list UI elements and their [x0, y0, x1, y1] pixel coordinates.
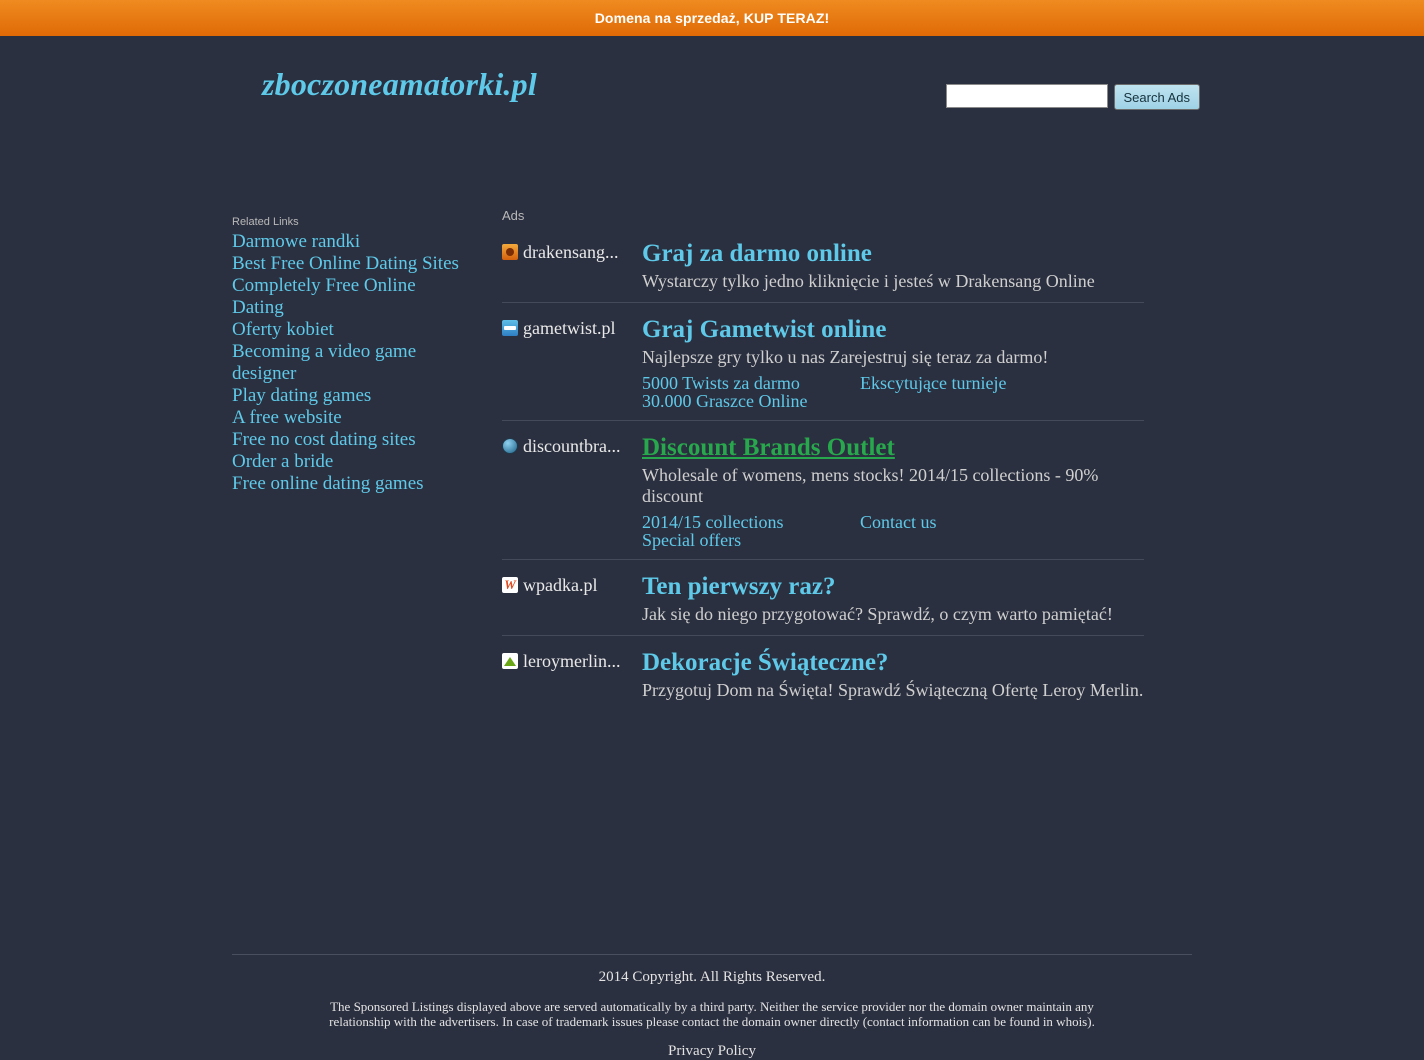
ad-sublink[interactable]: 30.000 Graszce Online — [642, 391, 808, 411]
leroymerlin-favicon-icon — [502, 653, 518, 669]
ad-domain: discountbra... — [523, 436, 621, 456]
ad-source — [502, 315, 642, 410]
domain-for-sale-banner[interactable] — [0, 0, 1424, 36]
search-input[interactable] — [946, 84, 1108, 108]
related-links-panel — [232, 216, 470, 495]
wpadka-favicon-icon: W — [502, 577, 518, 593]
related-link-4[interactable]: Becoming a video game designer — [232, 341, 417, 384]
ad-sublink[interactable]: Contact us — [860, 512, 937, 532]
copyright-text: 2014 Copyright. All Rights Reserved. — [598, 969, 826, 985]
ad-source — [502, 239, 642, 292]
page-footer — [232, 954, 1192, 1060]
related-links-heading: Related Links — [232, 216, 299, 228]
drakensang-favicon-icon — [502, 244, 518, 260]
related-link-1[interactable]: Best Free Online Dating Sites — [232, 253, 459, 274]
ad-source — [502, 433, 642, 549]
ad-body — [642, 315, 1144, 410]
ad-description: Wholesale of womens, mens stocks! 2014/15 collections - 90% discount — [642, 465, 1099, 506]
ad-sublink[interactable]: 2014/15 collections — [642, 512, 784, 532]
related-link-3[interactable]: Oferty kobiet — [232, 319, 334, 340]
ad-listing[interactable] — [502, 648, 1144, 711]
related-link-0[interactable]: Darmowe randki — [232, 231, 361, 252]
banner-text: Domena na sprzedaż, KUP TERAZ! — [594, 10, 830, 26]
page-title: zboczoneamatorki.pl — [262, 66, 537, 102]
ad-title[interactable]: Discount Brands Outlet — [642, 434, 895, 461]
ad-description: Wystarczy tylko jedno kliknięcie i jesteś w Drakensang Online — [642, 271, 1095, 291]
ad-sublinks — [642, 374, 1144, 410]
search-ads-button[interactable]: Search Ads — [1114, 84, 1201, 110]
ads-heading: Ads — [502, 208, 525, 223]
ad-description: Jak się do niego przygotować? Sprawdź, o czym warto pamiętać! — [642, 604, 1113, 624]
ad-listing[interactable] — [502, 239, 1144, 303]
ad-title[interactable]: Dekoracje Świąteczne? — [642, 649, 889, 676]
ad-listing[interactable] — [502, 433, 1144, 560]
ad-description: Przygotuj Dom na Święta! Sprawdź Świąteczną Ofertę Leroy Merlin. — [642, 680, 1144, 700]
ad-sublink[interactable]: Ekscytujące turnieje — [860, 373, 1007, 393]
ad-body — [642, 648, 1144, 701]
ad-domain: gametwist.pl — [523, 318, 616, 338]
ads-panel — [502, 208, 1144, 723]
related-link-5[interactable]: Play dating games — [232, 385, 372, 406]
related-link-7[interactable]: Free no cost dating sites — [232, 429, 416, 450]
ad-sublinks — [642, 513, 1144, 549]
ad-sublink[interactable]: 5000 Twists za darmo — [642, 373, 800, 393]
ad-domain: wpadka.pl — [523, 575, 598, 595]
ad-sublink[interactable]: Special offers — [642, 530, 742, 550]
ad-domain: drakensang... — [523, 242, 619, 262]
ad-body — [642, 239, 1144, 292]
gametwist-favicon-icon — [502, 320, 518, 336]
ad-listing[interactable] — [502, 315, 1144, 421]
globe-favicon-icon — [502, 438, 518, 454]
ad-domain: leroymerlin... — [523, 651, 621, 671]
ad-source — [502, 572, 642, 625]
related-link-6[interactable]: A free website — [232, 407, 342, 428]
search-bar — [946, 84, 1201, 110]
disclaimer-line-1: The Sponsored Listings displayed above are served automatically by a third party. Neither the service provider nor the domain owner maintain any — [330, 999, 1094, 1014]
ad-title[interactable]: Graj Gametwist online — [642, 316, 887, 343]
ad-listing[interactable] — [502, 572, 1144, 636]
related-link-9[interactable]: Free online dating games — [232, 473, 424, 494]
page-header — [0, 36, 1424, 148]
disclaimer-line-2: relationship with the advertisers. In case of trademark issues please contact the domain owner directly (contact information can be found in whois). — [329, 1014, 1095, 1029]
footer-divider — [232, 954, 1192, 955]
ad-title[interactable]: Ten pierwszy raz? — [642, 573, 836, 600]
ad-title[interactable]: Graj za darmo online — [642, 240, 872, 267]
ad-body — [642, 433, 1144, 549]
ad-body — [642, 572, 1144, 625]
ad-description: Najlepsze gry tylko u nas Zarejestruj się teraz za darmo! — [642, 347, 1049, 367]
privacy-policy-link[interactable]: Privacy Policy — [668, 1043, 756, 1059]
related-link-8[interactable]: Order a bride — [232, 451, 334, 472]
related-link-2[interactable]: Completely Free Online Dating — [232, 275, 416, 318]
disclaimer-text — [232, 999, 1192, 1029]
ad-source — [502, 648, 642, 701]
